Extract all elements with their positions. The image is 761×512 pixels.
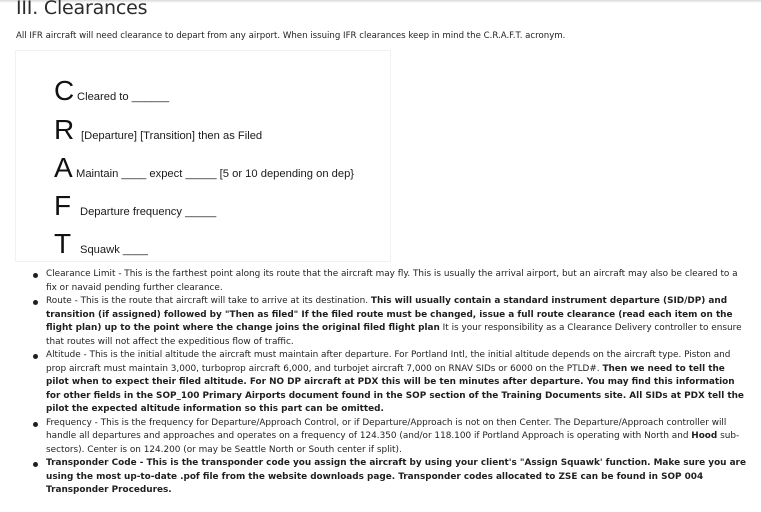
- craft-text-a: Maintain ____ expect _____ [5 or 10 depending on dep}: [76, 168, 355, 180]
- frequency-text-end: sub-sectors). Center is on 124.200 (or may be Seattle North or South center if split).: [46, 431, 740, 455]
- route-text-end: It is your responsibility as a Clearance Delivery controller to ensure that routes will not affect the expeditious flow of traffic.: [46, 323, 742, 347]
- bullet-frequency: [0, 417, 761, 458]
- craft-letter-c: C: [54, 75, 75, 106]
- route-text: Route - This is the route that aircraft will take to arrive at its destination.: [46, 296, 371, 306]
- craft-text-t: Squawk ____: [80, 244, 148, 256]
- route-bold-text: This will usually contain a standard instrument departure (SID/DP) and transition (if assigned) followed by "Then as filed" If the filed route must be changed, issue a full route clearance (read each item on the flight plan) up to the point where the change joins the original filed flight plan: [46, 296, 733, 333]
- section-heading: III. Clearances: [16, 0, 148, 19]
- bullet-transponder: [0, 457, 761, 498]
- craft-acronym-figure: [16, 51, 390, 261]
- craft-letter-r: R: [54, 114, 75, 145]
- intro-paragraph: All IFR aircraft will need clearance to depart from any airport. When issuing IFR clearances keep in mind the C.R.A.F.T. acronym.: [16, 31, 566, 41]
- craft-letter-a: A: [54, 152, 73, 183]
- altitude-bold-text: Then we need to tell the pilot when to expect their filed altitude. For NO DP aircraft at PDX this will be ten minutes after departure. You may find this information for other fields in the SOP_100 Primary Airports document found in the SOP section of the Training Documents site. All SIDs at PDX tell the pilot the expected altitude information so this part can be omitted.: [46, 363, 744, 414]
- frequency-bold-text: Hood: [691, 431, 718, 441]
- craft-row-f: [54, 192, 216, 220]
- craft-row-r: [54, 116, 262, 144]
- craft-row-t: [54, 230, 148, 258]
- clearance-limit-text: Clearance Limit - This is the farthest point along its route that the aircraft may fly. This is usually the arrival airport, but an aircraft may also be cleared to a fix or navaid pending further clearance.: [46, 269, 738, 293]
- craft-letter-f: F: [54, 190, 72, 221]
- craft-row-a: [54, 154, 354, 182]
- transponder-bold-text: Transponder Code - This is the transponder code you assign the aircraft by using your client's "Assign Squawk' function. Make sure you are using the most up-to-date .pof file from the website downloads page. Transponder codes allocated to ZSE can be found in SOP 004 Transponder Procedures.: [46, 458, 746, 495]
- altitude-text: Altitude - This is the initial altitude the aircraft must maintain after departure. For Portland Intl, the initial altitude depends on the aircraft type. Piston and prop aircraft must maintain 3,000, turboprop aircraft 6,000, and turbojet aircraft 7,000 on RNAV SIDs or 6000 on the PTLD#.: [46, 350, 731, 374]
- bullet-altitude: [0, 349, 761, 417]
- frequency-text: Frequency - This is the frequency for Departure/Approach Control, or if Departure/Approach is not on then Center. The Departure/Approach controller will handle all departures and approaches and operates on a frequency of 124.350 (and/or 118.100 if Portland Approach is operating with North and: [46, 417, 727, 441]
- craft-row-c: [54, 77, 169, 105]
- bullet-route: [0, 295, 761, 349]
- craft-text-f: Departure frequency _____: [80, 206, 217, 218]
- craft-text-c: Cleared to ______: [77, 91, 170, 103]
- craft-bullet-list: [0, 268, 761, 498]
- craft-text-r: [Departure] [Transition] then as Filed: [81, 130, 263, 142]
- craft-letter-t: T: [54, 228, 72, 259]
- bullet-clearance-limit: [0, 268, 761, 295]
